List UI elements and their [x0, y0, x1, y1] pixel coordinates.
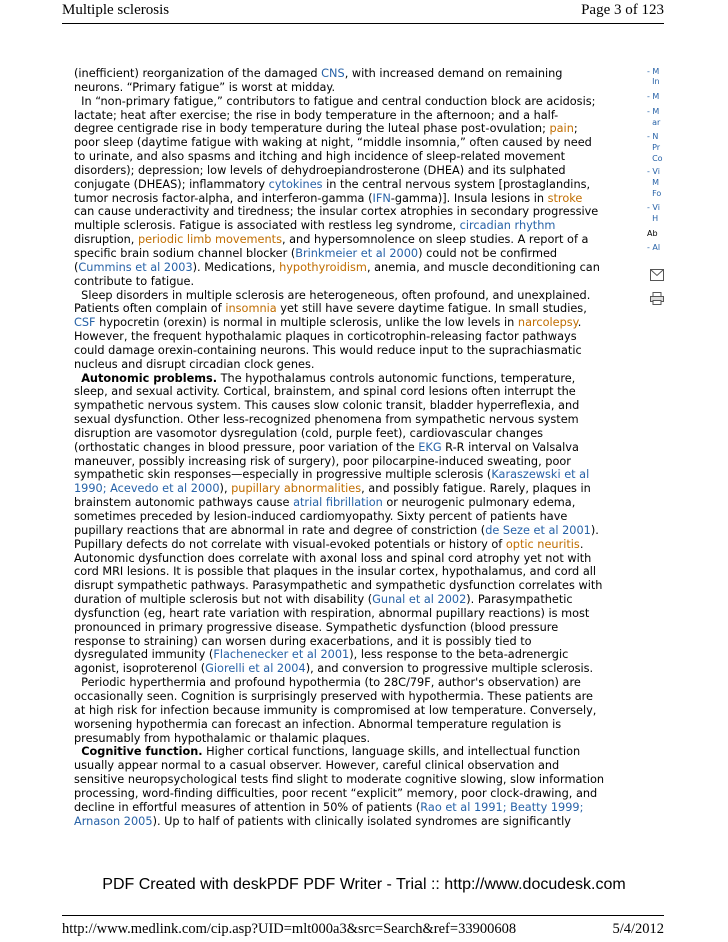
- text-run: Pupillary defects do not correlate with visual-evoked potentials or history of: [74, 537, 506, 551]
- printer-icon[interactable]: [650, 292, 664, 305]
- footer-divider: [62, 915, 664, 916]
- text-run: duration of multiple sclerosis but not with disability (: [74, 593, 373, 607]
- text-run: response to straining) can worsen during exacerbations, and it is possibly tied to: [74, 634, 532, 648]
- text-run: -gamma)]. Insula lesions in: [390, 191, 548, 205]
- text-run: presumably from hypothalamic or thalamic plaques.: [74, 731, 371, 745]
- inline-link[interactable]: Karaszewski et al: [491, 468, 590, 482]
- text-run: ) could not be confirmed: [418, 246, 558, 260]
- text-run: , with increased demand on remaining: [344, 67, 563, 80]
- text-line: [74, 441, 630, 455]
- envelope-icon[interactable]: [650, 269, 664, 281]
- inline-link[interactable]: stroke: [547, 191, 583, 205]
- text-run: disruption,: [74, 233, 138, 247]
- source-url: http://www.medlink.com/cip.asp?UID=mlt000a3&src=Search&ref=33900608: [62, 921, 517, 937]
- page-number: Page 3 of 123: [581, 2, 664, 18]
- text-line: [74, 648, 630, 662]
- text-run: neurons. “Primary fatigue” is worst at midday.: [74, 80, 336, 94]
- text-run: pupillary reactions that are abnormal in rate and degree of constriction (: [74, 523, 486, 537]
- text-line: [74, 468, 630, 482]
- text-line: [74, 81, 630, 95]
- text-run: brainstem autonomic pathways cause: [74, 496, 294, 510]
- text-line: [74, 136, 630, 150]
- text-run: hypocretin (orexin) is normal in multiple sclerosis, unlike the low levels in: [95, 316, 518, 330]
- text-run: ), and conversion to progressive multiple sclerosis.: [305, 662, 594, 676]
- text-run: , and possibly fatigue. Rarely, plaques in: [361, 482, 591, 496]
- document-title: Multiple sclerosis: [62, 2, 170, 18]
- text-line: [74, 233, 630, 247]
- section-heading: Cognitive function.: [81, 745, 203, 759]
- inline-link[interactable]: Cummins et al 2003: [78, 260, 193, 274]
- text-line: [74, 621, 630, 635]
- text-run: ). Parasympathetic: [466, 593, 573, 607]
- text-run: The hypothalamus controls autonomic functions, temperature,: [217, 371, 576, 385]
- sidebar-item[interactable]: - M: [647, 67, 660, 76]
- text-line: [74, 579, 630, 593]
- text-run: .: [577, 316, 582, 330]
- text-run: (inefficient) reorganization of the damaged: [74, 67, 322, 80]
- text-run: dysregulated immunity (: [74, 648, 214, 662]
- text-run: maneuver, possibly increasing risk of surgery), poor pilocarpine-induced sweating, poor: [74, 454, 571, 468]
- text-run: .: [579, 537, 584, 551]
- text-run: Patients often complain of: [74, 302, 226, 316]
- text-line: [74, 593, 630, 607]
- text-run: ),: [219, 482, 232, 496]
- text-line: [74, 427, 630, 441]
- text-run: agonist, isoproterenol (: [74, 662, 206, 676]
- text-line: [74, 399, 630, 413]
- text-run: sexual dysfunction. Other less-recognized phenomena from sympathetic nervous system: [74, 413, 579, 427]
- text-line: [74, 385, 630, 399]
- text-line: [74, 496, 630, 510]
- text-line: [74, 178, 630, 192]
- inline-link[interactable]: EKG: [418, 440, 442, 454]
- text-run: However, the frequent hypothalamic plaques in corticotrophin-releasing factor pathways: [74, 330, 577, 344]
- text-line: [74, 413, 630, 427]
- text-line: [74, 344, 630, 358]
- text-line: [74, 219, 630, 233]
- text-run: disruption are vasomotor dysregulation (cold, purple feet), cardiovascular changes: [74, 426, 544, 440]
- text-line: [74, 109, 630, 123]
- text-run: Higher cortical functions, language skills, and intellectual function: [202, 745, 581, 759]
- sidebar-links: [647, 67, 728, 257]
- inline-link[interactable]: CSF: [74, 316, 96, 330]
- inline-link[interactable]: de Seze et al 2001: [485, 523, 591, 537]
- text-run: degree centigrade rise in body temperature during the luteal phase post-ovulation;: [74, 122, 550, 136]
- text-run: pronounced in primary progressive disease. Sympathetic dysfunction (blood pressure: [74, 620, 559, 634]
- text-line: [74, 607, 630, 621]
- text-run: tumor necrosis factor-alpha, and interferon-gamma (: [74, 191, 373, 205]
- text-run: Periodic hyperthermia and profound hypothermia (to 28C/79F, author's observation) are: [74, 676, 581, 690]
- text-run: (: [74, 260, 79, 274]
- text-line: [74, 205, 630, 219]
- pdf-watermark: PDF Created with deskPDF PDF Writer - Trial :: http://www.docudesk.com: [102, 876, 626, 893]
- inline-link[interactable]: Arnason 2005: [74, 814, 153, 828]
- text-run: worsening hypothermia can forecast an infection. Abnormal temperature regulation is: [74, 717, 562, 731]
- text-line: [74, 690, 630, 704]
- text-run: In “non-primary fatigue,” contributors to fatigue and central conduction block are acidosis;: [74, 94, 596, 108]
- sidebar-item[interactable]: Pr: [647, 143, 661, 152]
- text-line: [74, 95, 630, 109]
- text-line: [74, 773, 630, 787]
- text-line: [74, 275, 630, 289]
- text-run: ).: [590, 523, 599, 537]
- sidebar-item[interactable]: ar: [647, 118, 661, 127]
- text-line: [74, 510, 630, 524]
- text-line: [74, 316, 630, 330]
- text-line: [74, 289, 630, 303]
- text-run: could damage orexin-containing neurons. This would reduce input to the suprachiasmatic: [74, 343, 582, 357]
- text-line: [74, 524, 630, 538]
- sidebar-item[interactable]: - M: [647, 107, 660, 116]
- text-line: [74, 372, 630, 386]
- text-line: [74, 164, 630, 178]
- text-run: yet still have severe daytime fatigue. In small studies,: [276, 302, 587, 316]
- sidebar-item: Ab: [647, 229, 658, 238]
- text-line: [74, 122, 630, 136]
- text-line: [74, 67, 630, 81]
- text-run: Autonomic dysfunction does correlate with axonal loss and spinal cord atrophy yet not with: [74, 551, 592, 565]
- text-run: sleep, and sexual activity. Cortical, brainstem, and spinal cord lesions often interrupt the: [74, 385, 576, 399]
- text-line: [74, 635, 630, 649]
- inline-link[interactable]: 1990; Acevedo et al 2000: [74, 482, 220, 496]
- inline-link[interactable]: hypothyroidism: [279, 260, 367, 274]
- text-run: specific brain sodium channel blocker (: [74, 246, 296, 260]
- text-run: ), less response to the beta-adrenergic: [349, 648, 569, 662]
- text-run: decline in effortful measures of attention in 50% of patients (: [74, 800, 421, 814]
- header-divider: [62, 23, 664, 24]
- text-line: [74, 538, 630, 552]
- text-line: [74, 759, 630, 773]
- text-run: sensitive neuropsychological tests find slight to moderate cognitive slowing, slow information: [74, 773, 605, 787]
- text-run: at high risk for infection because immunity is compromised at low temperature. Conversely,: [74, 703, 597, 717]
- inline-link[interactable]: pain: [549, 122, 574, 136]
- text-run: ;: [573, 122, 578, 136]
- inline-link[interactable]: Gunal et al 2002: [372, 593, 467, 607]
- text-line: [74, 662, 630, 676]
- inline-link[interactable]: cytokines: [268, 177, 323, 191]
- text-line: [74, 150, 630, 164]
- text-line: [74, 247, 630, 261]
- text-run: to urinate, and also spasms and itching and high incidence of sleep-related movement: [74, 150, 566, 164]
- sidebar-item[interactable]: - Al: [647, 243, 661, 252]
- text-line: [74, 815, 630, 829]
- sidebar-item[interactable]: Co: [647, 154, 663, 163]
- text-run: , and hypersomnolence on sleep studies. A report of a: [281, 233, 589, 247]
- text-line: [74, 482, 630, 496]
- inline-link[interactable]: CNS: [321, 67, 345, 80]
- text-run: can cause underactivity and tiredness; the insular cortex atrophies in secondary progressive: [74, 205, 599, 219]
- text-line: [74, 302, 630, 316]
- text-line: [74, 330, 630, 344]
- text-run: disorders); depression; low levels of dehydroepiandrosterone (DHEA) and its sulphated: [74, 163, 566, 177]
- text-line: [74, 565, 630, 579]
- inline-link[interactable]: circadian rhythm: [459, 219, 556, 233]
- sidebar-item[interactable]: H: [647, 214, 659, 223]
- section-heading: Autonomic problems.: [81, 371, 218, 385]
- inline-link[interactable]: IFN: [372, 191, 391, 205]
- text-line: [74, 745, 630, 759]
- text-run: , anemia, and muscle deconditioning can: [366, 260, 600, 274]
- inline-link[interactable]: periodic limb movements: [138, 233, 282, 247]
- text-run: usually appear normal to a casual observer. However, careful clinical observation and: [74, 759, 560, 773]
- text-line: [74, 358, 630, 372]
- article-body: [74, 67, 630, 828]
- inline-link[interactable]: Giorelli et al 2004: [205, 662, 306, 676]
- text-run: ). Medications,: [192, 260, 280, 274]
- text-line: [74, 704, 630, 718]
- text-run: disrupt sympathetic pathways. Parasympathetic and sympathetic dysfunction correlates with: [74, 579, 603, 593]
- text-run: sympathetic nervous system. This causes slow colonic transit, bladder hyperreflexia, and: [74, 399, 580, 413]
- text-line: [74, 732, 630, 746]
- text-run: sometimes preceded by lesion-induced cardiomyopathy. Sixty percent of patients have: [74, 510, 568, 523]
- text-run: dysfunction (eg, heart rate variation with respiration, abnormal pupillary reactions) is most: [74, 606, 590, 620]
- sidebar-item[interactable]: Fo: [647, 189, 662, 198]
- text-run: or neurogenic pulmonary edema,: [382, 496, 576, 510]
- text-run: Sleep disorders in multiple sclerosis are heterogeneous, often profound, and unexplained.: [74, 288, 591, 302]
- print-date: 5/4/2012: [612, 921, 664, 937]
- sidebar-item[interactable]: - M: [647, 92, 660, 101]
- text-run: conjugate (DHEAS); inflammatory: [74, 177, 269, 191]
- inline-link[interactable]: pupillary abnormalities: [231, 482, 362, 496]
- text-line: [74, 192, 630, 206]
- inline-link[interactable]: Flachenecker et al 2001: [213, 648, 350, 662]
- sidebar-item[interactable]: - Vi: [647, 203, 660, 212]
- sidebar-item[interactable]: - N: [647, 132, 659, 141]
- inline-link[interactable]: Rao et al 1991; Beatty 1999;: [420, 800, 584, 814]
- text-line: [74, 801, 630, 815]
- text-run: sympathetic skin responses—especially in progressive multiple sclerosis (: [74, 468, 492, 482]
- inline-link[interactable]: atrial fibrillation: [293, 496, 383, 510]
- text-line: [74, 261, 630, 275]
- text-run: multiple sclerosis. Fatigue is associated with restless leg syndrome,: [74, 219, 460, 233]
- sidebar-item[interactable]: M: [647, 178, 659, 187]
- text-run: contribute to fatigue.: [74, 274, 195, 288]
- text-run: processing, word-finding difficulties, poor recent “explicit” memory, poor clock-drawing, and: [74, 786, 598, 800]
- text-line: [74, 718, 630, 732]
- text-run: (orthostatic changes in blood pressure, poor variation of the: [74, 440, 419, 454]
- text-run: occasionally seen. Cognition is surprisingly preserved with hypothermia. These patients are: [74, 689, 593, 703]
- text-run: lactate; heat after exercise; the rise in body temperature in the afternoon; and a half-: [74, 108, 559, 122]
- text-run: in the central nervous system [prostaglandins,: [322, 177, 591, 191]
- text-run: ). Up to half of patients with clinically isolated syndromes are significantly: [152, 814, 571, 828]
- inline-link[interactable]: insomnia: [225, 302, 277, 316]
- text-line: [74, 676, 630, 690]
- text-line: [74, 455, 630, 469]
- sidebar-item[interactable]: - Vi: [647, 167, 660, 176]
- text-run: cord MRI lesions. It is possible that plaques in the insular cortex, hypothalamus, and cord all: [74, 565, 597, 579]
- inline-link[interactable]: optic neuritis: [505, 537, 580, 551]
- sidebar-item[interactable]: In: [647, 77, 660, 86]
- inline-link[interactable]: narcolepsy: [517, 316, 578, 330]
- inline-link[interactable]: Brinkmeier et al 2000: [295, 246, 419, 260]
- text-line: [74, 552, 630, 566]
- text-run: nucleus and disrupt circadian clock genes.: [74, 357, 315, 371]
- text-line: [74, 787, 630, 801]
- text-run: R-R interval on Valsalva: [441, 440, 579, 454]
- text-run: poor sleep (daytime fatigue with waking at night, “middle insomnia,” often caused by need: [74, 136, 592, 150]
